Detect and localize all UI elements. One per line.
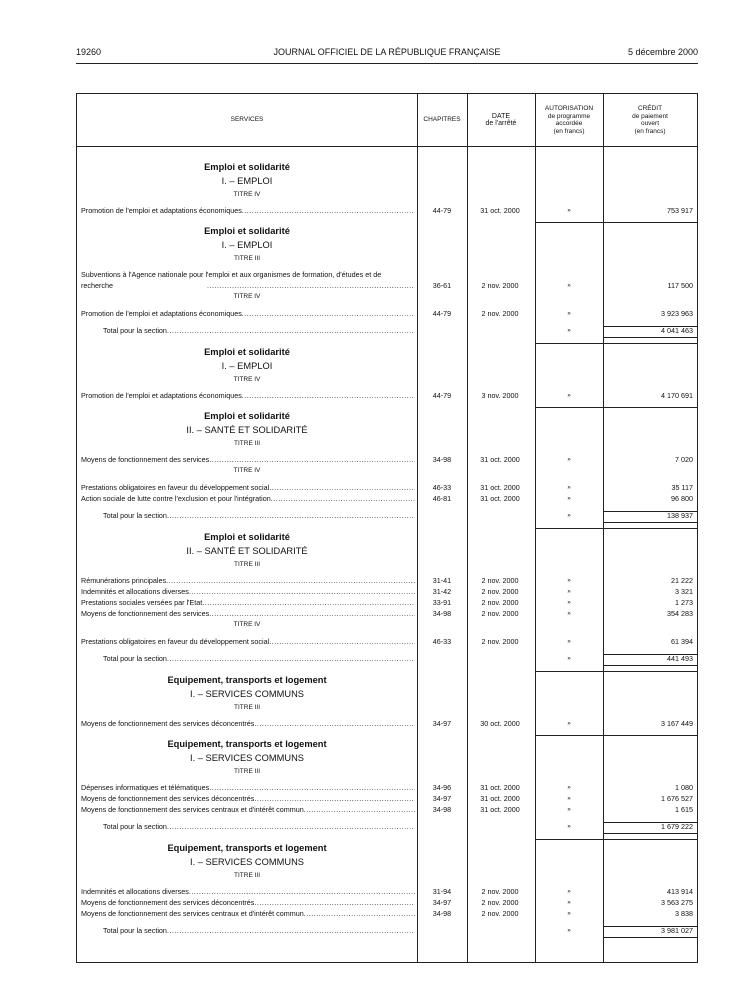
row-date: 2 nov. 2000 [481, 598, 519, 607]
row-autorisation: » [567, 639, 571, 645]
titre-heading: TITRE III [234, 704, 260, 711]
row-autorisation: » [567, 911, 571, 917]
total-label-cell [103, 325, 415, 337]
row-leader [304, 805, 415, 814]
table-row [77, 205, 697, 217]
total-row [77, 653, 697, 665]
row-date: 31 oct. 2000 [480, 783, 520, 792]
row-credit: 3 321 [675, 587, 693, 596]
row-autorisation: » [567, 807, 571, 813]
row-date: 2 nov. 2000 [481, 898, 519, 907]
row-label-cell [81, 493, 415, 505]
table-row [77, 390, 697, 402]
titre-heading: TITRE IV [233, 293, 261, 300]
row-chapitre: 44-79 [432, 206, 452, 215]
total-label-cell [103, 510, 415, 522]
row-leader [254, 898, 415, 907]
section-divider [535, 735, 697, 736]
row-label: Prestations sociales versées par l'Etat [81, 598, 203, 607]
total-autorisation: » [567, 513, 571, 519]
row-credit: 3 167 449 [661, 719, 693, 728]
table-row [77, 608, 697, 620]
page-number: 19260 [76, 47, 102, 57]
row-label-cell [81, 205, 415, 217]
row-autorisation: » [567, 889, 571, 895]
total-label: Total pour la section [103, 822, 167, 831]
row-autorisation: » [567, 578, 571, 584]
ministry-title: Emploi et solidarité [204, 347, 290, 357]
row-credit: 3 563 275 [661, 898, 693, 907]
section-divider [535, 407, 697, 408]
section-divider [535, 671, 697, 672]
row-leader [189, 887, 415, 896]
row-label: Moyens de fonctionnement des services [81, 455, 210, 464]
row-label-cell [81, 454, 415, 466]
titre-heading: TITRE IV [233, 621, 261, 628]
table-row [77, 280, 697, 292]
row-label-cell [81, 804, 415, 816]
row-date: 31 oct. 2000 [480, 494, 520, 503]
ministry-title: Equipement, transports et logement [167, 739, 327, 749]
titre-heading: TITRE IV [233, 376, 261, 383]
row-label-cell [81, 908, 415, 920]
titre-heading: TITRE III [234, 768, 260, 775]
section-subtitle: I. – SERVICES COMMUNS [190, 689, 304, 699]
row-label: Moyens de fonctionnement des services [81, 609, 210, 618]
row-chapitre: 34-98 [432, 609, 452, 618]
row-autorisation: » [567, 311, 571, 317]
row-label: Moyens de fonctionnement des services centraux et d'intérêt commun [81, 805, 304, 814]
row-date: 31 oct. 2000 [480, 794, 520, 803]
row-autorisation: » [567, 393, 571, 399]
row-credit: 1 676 527 [661, 794, 693, 803]
total-label-cell [103, 925, 415, 937]
publication-date: 5 décembre 2000 [627, 47, 698, 57]
section-subtitle: II. – SANTÉ ET SOLIDARITÉ [186, 425, 308, 435]
row-label: Moyens de fonctionnement des services déconcentrés [81, 898, 255, 907]
row-credit: 753 917 [667, 206, 693, 215]
ministry-title: Emploi et solidarité [204, 226, 290, 236]
titre-heading: TITRE IV [233, 467, 261, 474]
row-chapitre: 34-98 [432, 455, 452, 464]
row-date: 2 nov. 2000 [481, 637, 519, 646]
row-credit: 7 020 [675, 455, 693, 464]
row-leader [209, 783, 415, 792]
row-leader [271, 494, 415, 503]
section-divider [535, 839, 697, 840]
ministry-title: Equipement, transports et logement [167, 843, 327, 853]
section-divider [535, 343, 697, 344]
row-label: Promotion de l'emploi et adaptations économiques [81, 309, 242, 318]
row-credit: 35 117 [671, 483, 693, 492]
header-rule [76, 63, 698, 64]
row-chapitre: 33-91 [432, 598, 452, 607]
row-chapitre: 44-79 [432, 391, 452, 400]
row-leader [167, 511, 415, 520]
column-header-autorisation: AUTORISATION de programme accordée (en francs) [544, 105, 594, 135]
table-row [77, 636, 697, 648]
row-autorisation: » [567, 611, 571, 617]
row-label: Moyens de fonctionnement des services déconcentrés [81, 794, 255, 803]
row-chapitre: 31-41 [432, 576, 452, 585]
row-autorisation: » [567, 283, 571, 289]
row-credit: 3 838 [675, 909, 693, 918]
total-row [77, 325, 697, 337]
row-leader [209, 455, 415, 464]
row-label: Moyens de fonctionnement des services centraux et d'intérêt commun [81, 909, 304, 918]
row-autorisation: » [567, 721, 571, 727]
row-date: 2 nov. 2000 [481, 281, 519, 290]
row-date: 3 nov. 2000 [481, 391, 519, 400]
total-autorisation: » [567, 328, 571, 334]
total-credit: 4 041 463 [661, 326, 693, 335]
row-credit: 354 283 [667, 609, 693, 618]
section-subtitle: I. – SERVICES COMMUNS [190, 857, 304, 867]
section-divider [535, 528, 697, 529]
row-chapitre: 34-97 [432, 898, 452, 907]
row-label: Promotion de l'emploi et adaptations économiques [81, 206, 242, 215]
table-row [77, 454, 697, 466]
row-chapitre: 46-81 [432, 494, 452, 503]
row-chapitre: 34-97 [432, 719, 452, 728]
row-chapitre: 44-79 [432, 309, 452, 318]
row-label: Moyens de fonctionnement des services déconcentrés [81, 719, 255, 728]
row-date: 31 oct. 2000 [480, 455, 520, 464]
row-credit: 4 170 691 [661, 391, 693, 400]
column-header-credit: CRÉDIT de paiement ouvert (en francs) [632, 105, 668, 135]
column-header-chapitres: CHAPITRES [423, 116, 461, 123]
row-chapitre: 31-42 [432, 587, 452, 596]
row-leader [254, 794, 415, 803]
row-leader [167, 326, 415, 335]
row-credit: 1 273 [675, 598, 693, 607]
row-autorisation: » [567, 496, 571, 502]
row-date: 2 nov. 2000 [481, 909, 519, 918]
titre-heading: TITRE III [234, 255, 260, 262]
row-label-cell [81, 390, 415, 402]
section-subtitle: I. – SERVICES COMMUNS [190, 753, 304, 763]
row-autorisation: » [567, 796, 571, 802]
total-autorisation: » [567, 824, 571, 830]
row-date: 2 nov. 2000 [481, 609, 519, 618]
total-autorisation: » [567, 928, 571, 934]
table-header [77, 94, 697, 147]
row-leader [202, 598, 415, 607]
row-label: Indemnités et allocations diverses [81, 587, 189, 596]
table-row [77, 718, 697, 730]
section-subtitle: I. – EMPLOI [221, 176, 273, 186]
row-chapitre: 46-33 [432, 483, 452, 492]
row-label: Promotion de l'emploi et adaptations économiques [81, 391, 242, 400]
ministry-title: Emploi et solidarité [204, 162, 290, 172]
total-row [77, 510, 697, 522]
total-label-cell [103, 653, 415, 665]
row-autorisation: » [567, 785, 571, 791]
row-autorisation: » [567, 457, 571, 463]
row-credit: 61 394 [671, 637, 693, 646]
titre-heading: TITRE III [234, 561, 260, 568]
row-leader [167, 926, 415, 935]
row-chapitre: 34-98 [432, 909, 452, 918]
total-credit: 1 679 222 [661, 822, 693, 831]
row-leader [209, 609, 415, 618]
row-chapitre: 34-97 [432, 794, 452, 803]
section-subtitle: I. – EMPLOI [221, 240, 273, 250]
total-credit: 138 937 [667, 511, 693, 520]
row-leader [189, 587, 415, 596]
table-row [77, 804, 697, 816]
row-leader [166, 576, 415, 585]
row-autorisation: » [567, 208, 571, 214]
row-label: Action sociale de lutte contre l'exclusion et pour l'intégration [81, 494, 271, 503]
ministry-title: Equipement, transports et logement [167, 675, 327, 685]
row-chapitre: 31-94 [432, 887, 452, 896]
titre-heading: TITRE III [234, 872, 260, 879]
column-header-services: SERVICES [230, 116, 264, 123]
row-leader [242, 309, 415, 318]
titre-heading: TITRE IV [233, 191, 261, 198]
total-credit: 441 493 [667, 654, 693, 663]
row-date: 31 oct. 2000 [480, 206, 520, 215]
row-date: 2 nov. 2000 [481, 576, 519, 585]
total-label: Total pour la section [103, 926, 167, 935]
row-chapitre: 34-98 [432, 805, 452, 814]
row-label-cell [81, 636, 415, 648]
total-autorisation: » [567, 656, 571, 662]
row-credit: 21 222 [671, 576, 693, 585]
section-divider [535, 222, 697, 223]
journal-title: JOURNAL OFFICIEL DE LA RÉPUBLIQUE FRANÇAISE [273, 47, 501, 57]
row-leader [207, 280, 415, 292]
row-autorisation: » [567, 485, 571, 491]
row-chapitre: 34-96 [432, 783, 452, 792]
total-credit: 3 981 027 [661, 926, 693, 935]
total-label: Total pour la section [103, 511, 167, 520]
row-chapitre: 36-61 [432, 281, 452, 290]
section-subtitle: I. – EMPLOI [221, 361, 273, 371]
total-label: Total pour la section [103, 326, 167, 335]
column-header-date: DATE de l'arrêté [485, 112, 517, 127]
row-autorisation: » [567, 589, 571, 595]
row-label-cell [81, 718, 415, 730]
credits-table [76, 93, 698, 963]
table-row [77, 493, 697, 505]
row-date: 30 oct. 2000 [480, 719, 520, 728]
row-leader [167, 822, 415, 831]
row-leader [242, 391, 415, 400]
row-autorisation: » [567, 600, 571, 606]
row-credit: 1 615 [675, 805, 693, 814]
row-credit: 1 080 [675, 783, 693, 792]
row-credit: 96 800 [671, 494, 693, 503]
row-label: Dépenses informatiques et télématiques [81, 783, 210, 792]
row-autorisation: » [567, 900, 571, 906]
row-date: 2 nov. 2000 [481, 587, 519, 596]
row-date: 31 oct. 2000 [480, 805, 520, 814]
total-label: Total pour la section [103, 654, 167, 663]
titre-heading: TITRE III [234, 440, 260, 447]
table-body [77, 146, 697, 962]
row-leader [167, 654, 415, 663]
row-chapitre: 46-33 [432, 637, 452, 646]
table-row [77, 908, 697, 920]
ministry-title: Emploi et solidarité [204, 532, 290, 542]
row-leader [269, 637, 415, 646]
total-row [77, 821, 697, 833]
row-credit: 117 500 [667, 281, 693, 290]
row-date: 31 oct. 2000 [480, 483, 520, 492]
row-credit: 413 914 [667, 887, 693, 896]
ministry-title: Emploi et solidarité [204, 411, 290, 421]
total-row [77, 925, 697, 937]
row-leader [269, 483, 415, 492]
row-label: Indemnités et allocations diverses [81, 887, 189, 896]
row-label-cell [81, 608, 415, 620]
section-subtitle: II. – SANTÉ ET SOLIDARITÉ [186, 546, 308, 556]
row-label: Rémunérations principales [81, 576, 167, 585]
row-date: 2 nov. 2000 [481, 309, 519, 318]
row-leader [242, 206, 415, 215]
row-leader [254, 719, 415, 728]
row-leader [304, 909, 415, 918]
row-label: Prestations obligatoires en faveur du développement social [81, 637, 270, 646]
row-credit: 3 923 963 [661, 309, 693, 318]
row-label: Prestations obligatoires en faveur du développement social [81, 483, 270, 492]
table-row [77, 308, 697, 320]
row-date: 2 nov. 2000 [481, 887, 519, 896]
row-label-cell [81, 308, 415, 320]
row-label: Subventions à l'Agence nationale pour l'emploi et aux organismes de formation, d'études et de recherche [81, 270, 382, 290]
total-label-cell [103, 821, 415, 833]
